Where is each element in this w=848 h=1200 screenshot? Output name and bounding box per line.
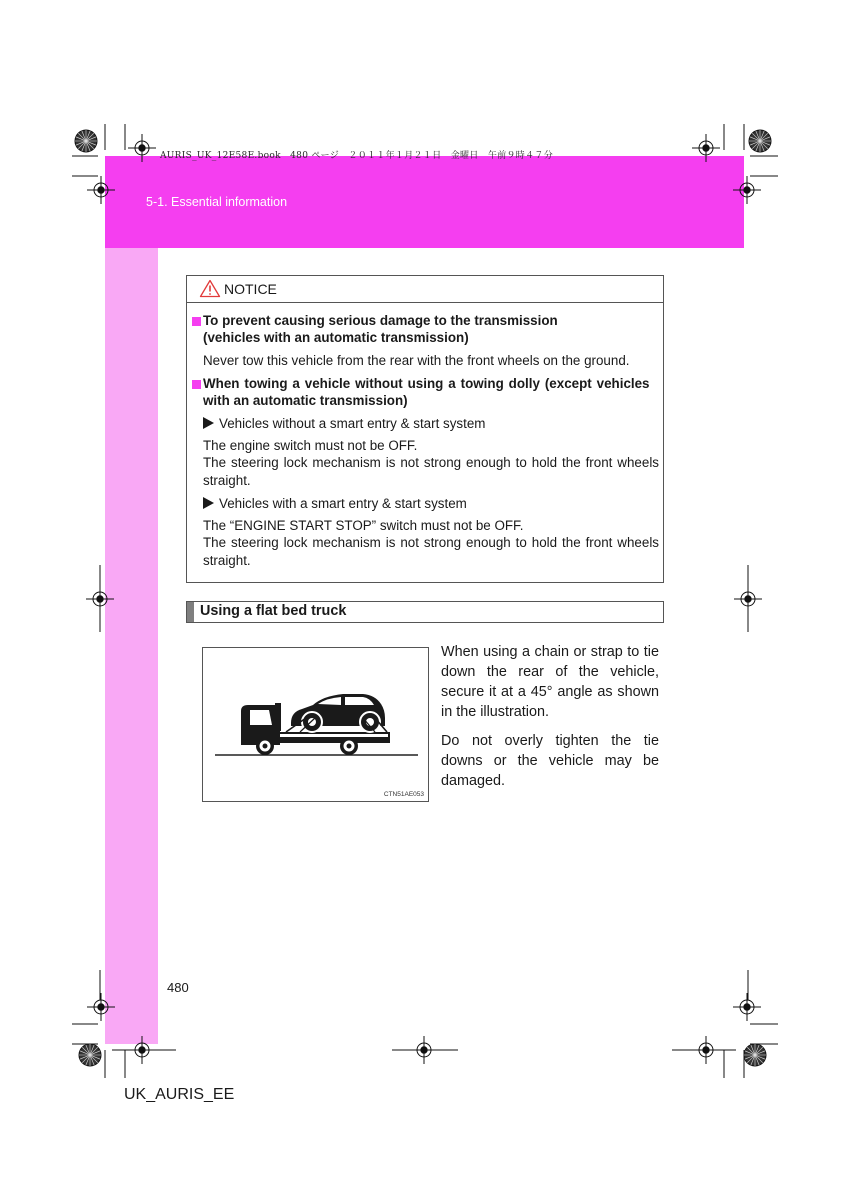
notice-header: [187, 276, 663, 303]
section-heading-text: Using a flat bed truck: [200, 603, 347, 619]
sub-label-1-text: Vehicles without a smart entry & start system: [219, 416, 486, 431]
notice-heading-1b: (vehicles with an automatic transmission): [203, 330, 469, 345]
notice-heading-1a: To prevent causing serious damage to the transmission: [203, 313, 558, 328]
pink-bullet: [192, 380, 201, 389]
figure-code: CTN51AE053: [383, 791, 424, 798]
notice-heading-2a: When towing a vehicle without using a towing dolly (except vehicles: [203, 376, 650, 391]
sub-label-2: [203, 495, 659, 513]
sub-label-2-text: Vehicles with a smart entry & start system: [219, 496, 467, 511]
body-paragraph-2: Do not overly tighten the tie downs or the vehicle may be damaged.: [441, 733, 659, 789]
triangle-bullet-icon: [203, 497, 214, 509]
notice-heading-2b: with an automatic transmission): [203, 393, 408, 408]
sub-text-1a: The engine switch must not be OFF.: [203, 438, 418, 453]
sub-text-2b: The steering lock mechanism is not strong enough to hold the front wheels straight.: [203, 535, 659, 568]
sub-text-1b: The steering lock mechanism is not strong enough to hold the front wheels straight.: [203, 455, 659, 488]
sub-label-1: [203, 415, 659, 433]
sub-text-2a: The “ENGINE START STOP” switch must not be OFF.: [203, 518, 524, 533]
print-metadata: AURIS_UK_12E58E.book 480 ページ ２０１１年１月２１日 金曜日 午前９時４７分: [160, 151, 554, 161]
footer-code: UK_AURIS_EE: [124, 1086, 235, 1103]
page-number: 480: [167, 980, 189, 995]
warning-triangle-icon: [199, 279, 221, 298]
notice-title: NOTICE: [224, 281, 277, 297]
pink-bullet: [192, 317, 201, 326]
section-label: 5-1. Essential information: [146, 195, 288, 209]
heading-marker: [187, 602, 194, 622]
flatbed-truck-drawing: [203, 648, 428, 801]
body-paragraph-1: When using a chain or strap to tie down the rear of the vehicle, secure it at a 45° angle as shown in the illustration.: [441, 644, 659, 720]
section-heading: [186, 601, 664, 623]
notice-box: [186, 275, 664, 583]
truck-illustration: [202, 647, 429, 802]
triangle-bullet-icon: [203, 417, 214, 429]
notice-text-1: Never tow this vehicle from the rear with the front wheels on the ground.: [203, 353, 630, 368]
